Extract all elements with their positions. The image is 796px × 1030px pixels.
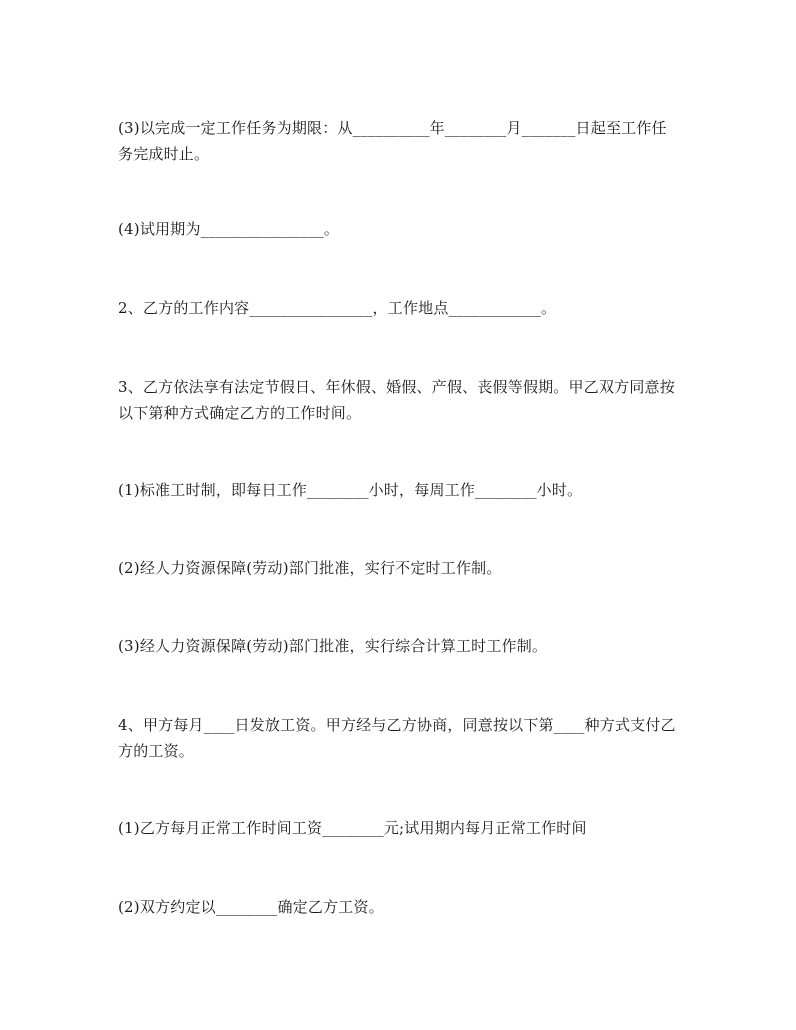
clause-agreed-wage: (2)双方约定以________确定乙方工资。	[118, 898, 384, 916]
clause-flexible-hours: (2)经人力资源保障(劳动)部门批准，实行不定时工作制。	[118, 559, 502, 577]
clause-monthly-wage: (1)乙方每月正常工作时间工资________元;试用期内每月正常工作时间	[118, 819, 587, 837]
clause-work-content: 2、乙方的工作内容________________，工作地点____________。	[118, 299, 557, 317]
clause-task-term: (3)以完成一定工作任务为期限：从__________年________月_______日起至工作任务完成时止。	[118, 119, 667, 163]
clause-comprehensive-hours: (3)经人力资源保障(劳动)部门批准，实行综合计算工时工作制。	[118, 637, 548, 655]
clause-standard-hours: (1)标准工时制，即每日工作________小时，每周工作________小时。	[118, 481, 583, 499]
clause-probation: (4)试用期为________________。	[118, 220, 340, 238]
clause-payday: 4、甲方每月____日发放工资。甲方经与乙方协商，同意按以下第____种方式支付乙方的工资。	[118, 716, 676, 760]
clause-holidays: 3、乙方依法享有法定节假日、年休假、婚假、产假、丧假等假期。甲乙双方同意按以下第种方式确定乙方的工作时间。	[118, 378, 675, 422]
